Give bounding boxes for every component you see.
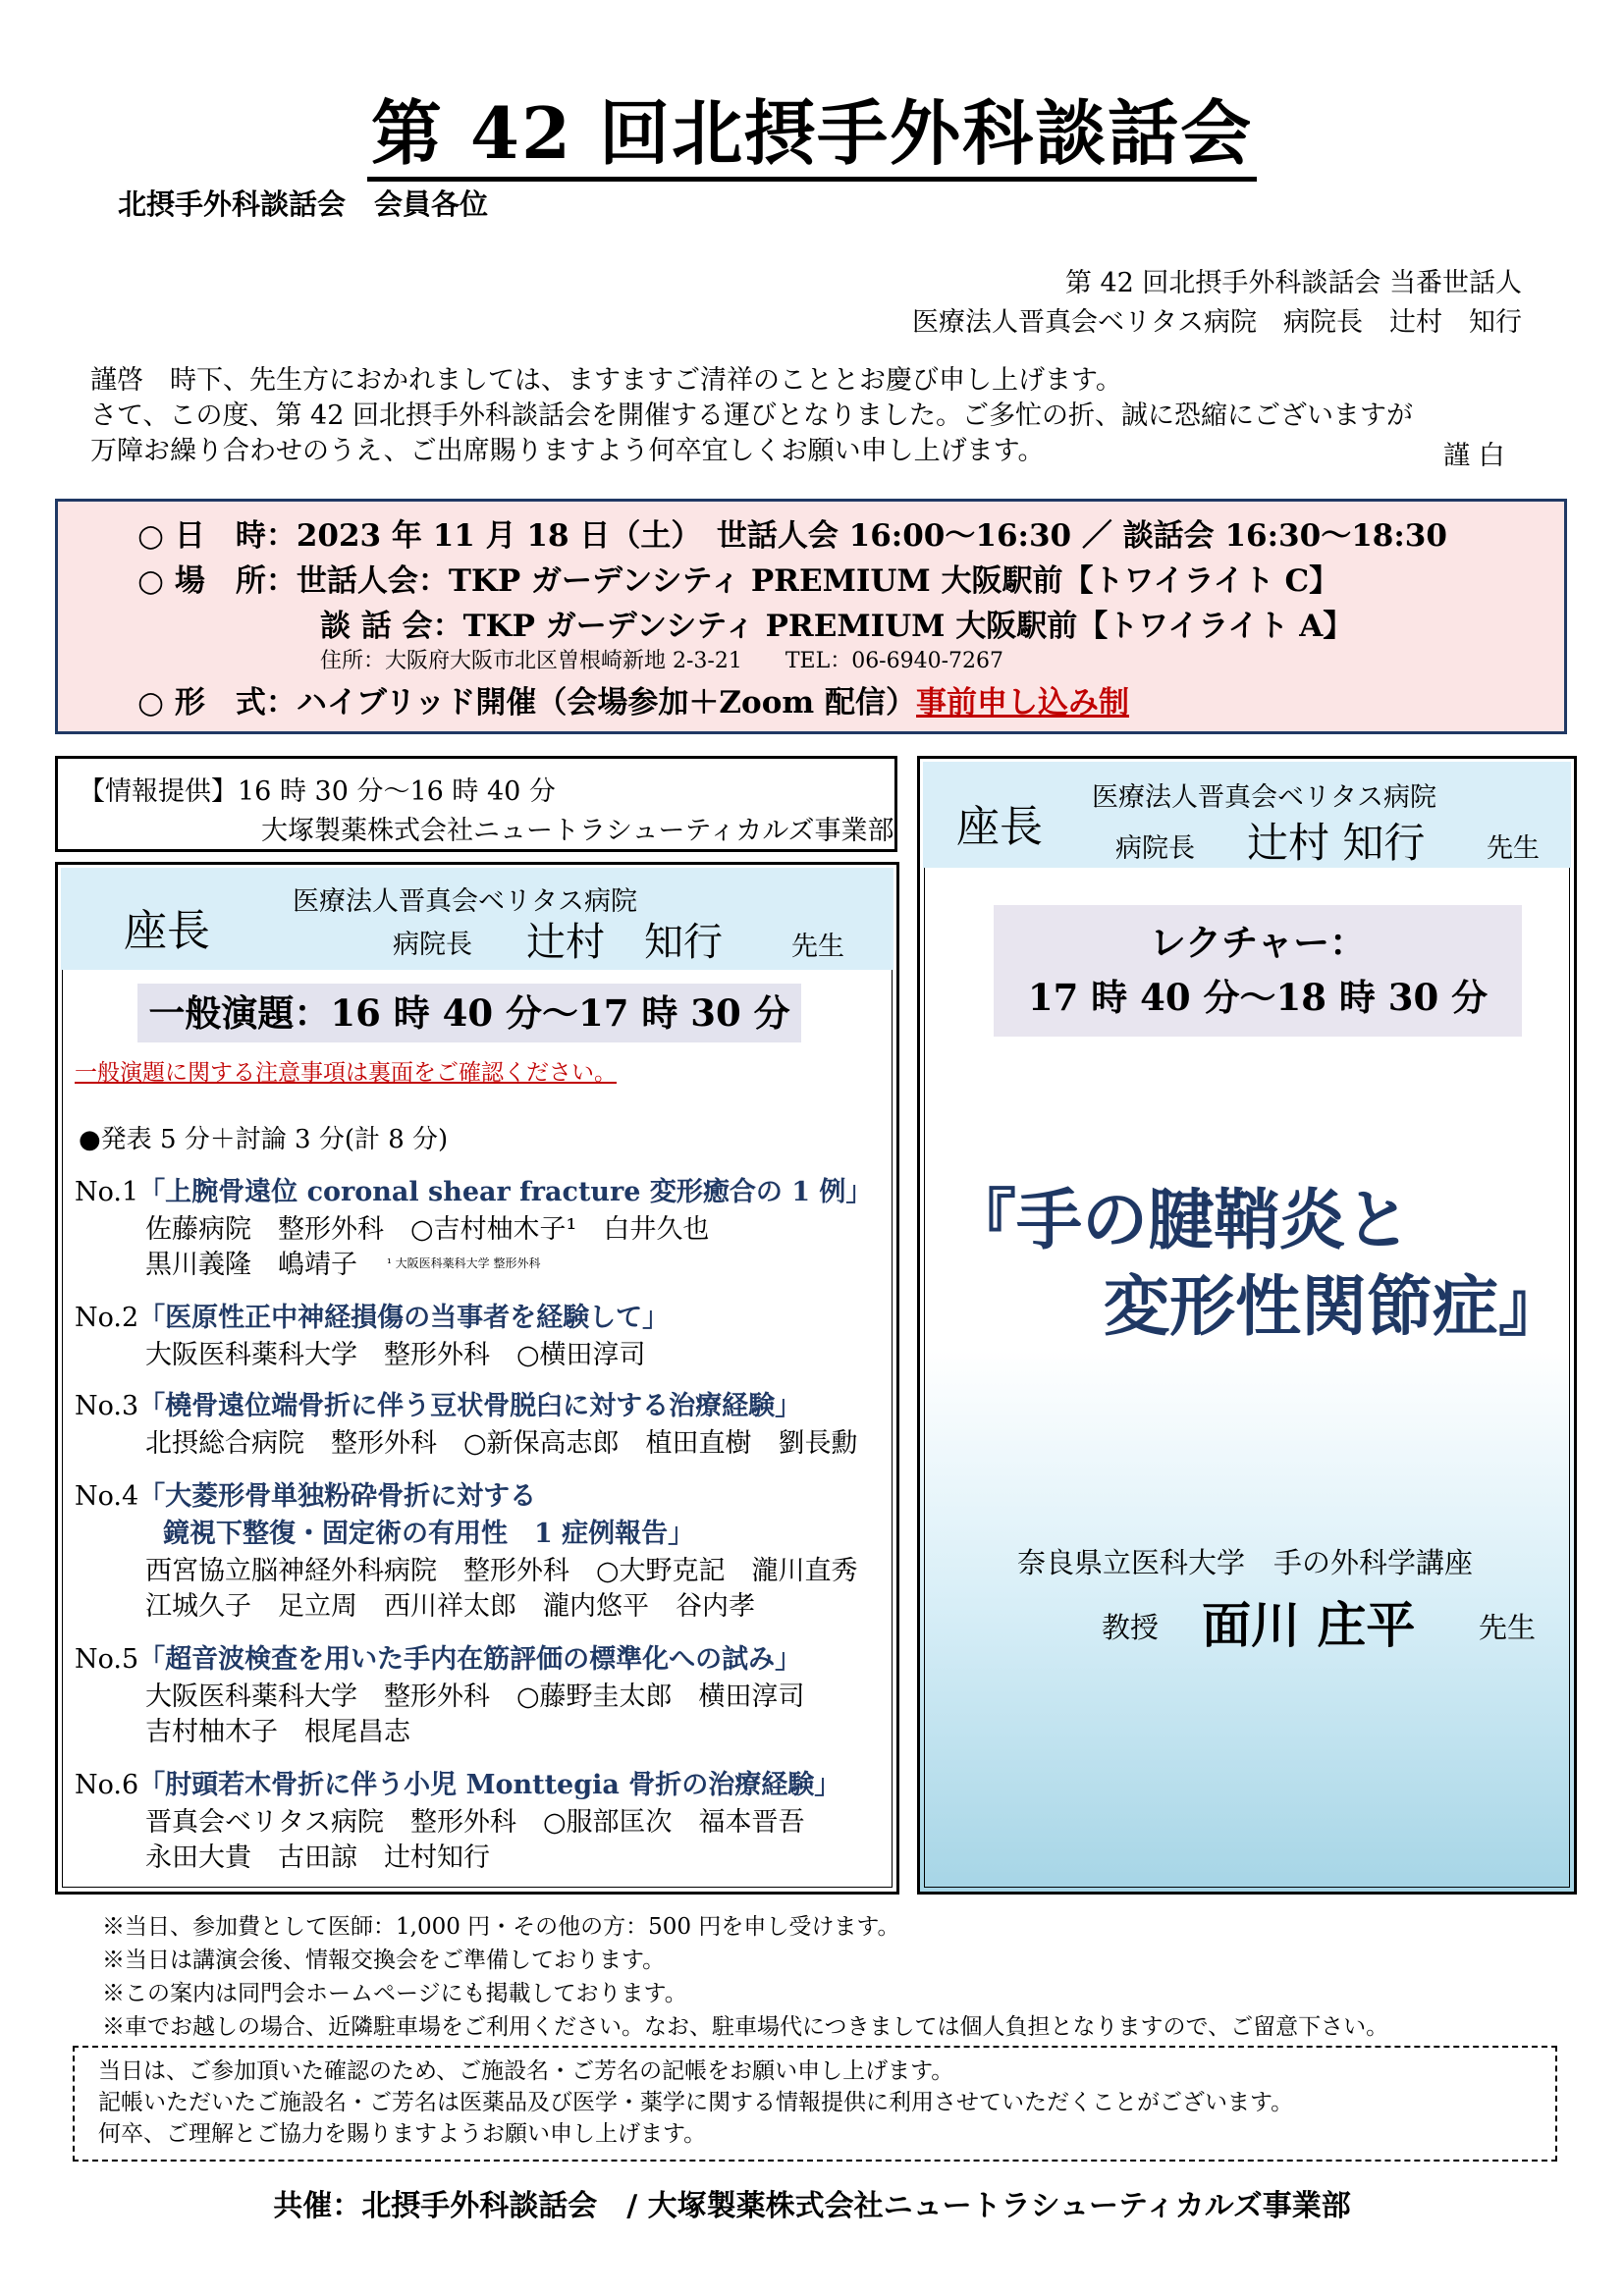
talk-footnote: ¹ 大阪医科薬科大学 整形外科 [387, 1256, 541, 1270]
notice-line: 記帳いただいたご施設名・ご芳名は医薬品及び医学・薬学に関する情報提供に利用させていただくことがございます。 [98, 2090, 1294, 2115]
general-format: ●発表 5 分＋討論 3 分(計 8 分) [79, 1125, 449, 1154]
notice-line: 当日は、ご参加頂いた確認のため、ご施設名・ご芳名の記帳をお願い申し上げます。 [98, 2058, 954, 2084]
greeting-line-1: 謹啓 時下、先生方におかれましては、ますますご清祥のこととお慶び申し上げます。 [90, 365, 1122, 396]
page-title: 第 42 回北摂手外科談話会 [0, 77, 1624, 179]
talk-title: No.6「肘頭若木骨折に伴う小児 Monttegia 骨折の治療経験」 [75, 1770, 841, 1800]
talk-title: No.4「大菱形骨単独粉砕骨折に対する [75, 1481, 537, 1512]
talk-authors: 大阪医科薬科大学 整形外科 ○藤野圭太郎 横田淳司 [145, 1682, 805, 1712]
right-chair-role: 病院長 [1115, 833, 1195, 864]
lecture-label: レクチャー： [1149, 921, 1367, 964]
lecture-title-line-2: 変形性関節症』 [1104, 1267, 1564, 1345]
greeting-line-3: 万障お繰り合わせのうえ、ご出席賜りますよう何卒宜しくお願い申し上げます。 [90, 436, 1045, 466]
talk-number: No.3 [75, 1391, 139, 1421]
left-chair-org: 医療法人晋真会ベリタス病院 [293, 886, 637, 917]
note-line: ※この案内は同門会ホームページにも掲載しております。 [102, 1981, 687, 2006]
cosponsor: 共催：北摂手外科談話会 / 大塚製薬株式会社ニュートラシューティカルズ事業部 [273, 2189, 1351, 2223]
talk-authors: 吉村柚木子 根尾昌志 [145, 1717, 410, 1747]
lecturer-suffix: 先生 [1479, 1611, 1537, 1644]
note-line: ※車でお越しの場合、近隣駐車場をご利用ください。なお、駐車場代につきましては個人負担となりますので、ご留意下さい。 [102, 2014, 1389, 2040]
talk-authors: 佐藤病院 整形外科 ○吉村柚木子¹ 白井久也 [145, 1214, 710, 1245]
talk-number: No.5 [75, 1644, 139, 1675]
lecture-title-line-1: 『手の腱鞘炎と [950, 1181, 1411, 1258]
talk-title: No.3「橈骨遠位端骨折に伴う豆状骨脱臼に対する治療経験」 [75, 1391, 802, 1421]
lecturer-role: 教授 [1102, 1611, 1160, 1644]
sender-line-2: 医療法人晋真会ベリタス病院 病院長 辻村 知行 [912, 307, 1522, 338]
lecture-time: 17 時 40 分～18 時 30 分 [1027, 976, 1489, 1019]
left-chair-suffix: 先生 [791, 932, 844, 962]
info-venue-1: ○ 場 所：世話人会：TKP ガーデンシティ PREMIUM 大阪駅前【トワイライト C】 [137, 563, 1340, 599]
info-provision-company: 大塚製薬株式会社ニュートラシューティカルズ事業部 [261, 816, 894, 846]
talk-title: No.2「医原性正中神経損傷の当事者を経験して」 [75, 1303, 670, 1333]
lecturer-name: 面川 庄平 [1202, 1596, 1416, 1654]
talk-number: No.1 [75, 1177, 139, 1207]
left-chair-label: 座長 [124, 906, 210, 956]
pre-registration-link[interactable]: 事前申し込み制 [916, 685, 1130, 721]
note-line: ※当日は講演会後、情報交換会をご準備しております。 [102, 1948, 666, 1973]
talk-title: No.1「上腕骨遠位 coronal shear fracture 変形癒合の 1 例」 [75, 1177, 873, 1207]
talk-number: No.4 [75, 1481, 139, 1512]
talk-number: No.6 [75, 1770, 139, 1800]
notice-line: 何卒、ご理解とご協力を賜りますようお願い申し上げます。 [98, 2121, 707, 2147]
info-provision-time: 【情報提供】16 時 30 分～16 時 40 分 [79, 776, 556, 807]
greeting-line-2: さて、この度、第 42 回北摂手外科談話会を開催する運びとなりました。ご多忙の折、誠に恐縮にございますが [90, 400, 1413, 431]
general-note: 一般演題に関する注意事項は裏面をご確認ください。 [75, 1060, 617, 1086]
talk-title-line-2: 鏡視下整復・固定術の有用性 1 症例報告」 [163, 1519, 695, 1549]
left-chair-name: 辻村 知行 [526, 920, 723, 965]
talk-authors: 晋真会ベリタス病院 整形外科 ○服部匡次 福本晋吾 [145, 1807, 805, 1838]
closing: 謹 白 [1443, 441, 1505, 471]
sender-line-1: 第 42 回北摂手外科談話会 当番世話人 [1064, 268, 1522, 298]
talk-authors: 大阪医科薬科大学 整形外科 ○横田淳司 [145, 1340, 646, 1370]
right-chair-label: 座長 [956, 802, 1043, 852]
info-address: 住所：大阪府大阪市北区曽根崎新地 2-3-21 TEL：06-6940-7267 [320, 649, 1004, 673]
lecture-time-box [994, 905, 1522, 1037]
left-chair-role: 病院長 [393, 930, 472, 960]
talk-authors: 西宮協立脳神経外科病院 整形外科 ○大野克記 瀧川直秀 [145, 1556, 858, 1586]
right-chair-org: 医療法人晋真会ベリタス病院 [1092, 782, 1436, 813]
general-session-heading: 一般演題：16 時 40 分～17 時 30 分 [137, 984, 801, 1042]
note-line: ※当日、参加費として医師：1,000 円・その他の方：500 円を申し受けます。 [102, 1914, 900, 1940]
info-date: ○ 日 時：2023 年 11 月 18 日（土） 世話人会 16:00～16:30 ／ 談話会 16:30～18:30 [137, 518, 1447, 554]
talk-authors: 黒川義隆 嶋靖子 [145, 1250, 357, 1280]
talk-authors: 北摂総合病院 整形外科 ○新保高志郎 植田直樹 劉長勳 [145, 1428, 858, 1459]
info-venue-2: 談 話 会：TKP ガーデンシティ PREMIUM 大阪駅前【トワイライト A】 [320, 609, 1354, 644]
info-format [137, 677, 1129, 721]
info-format-text: ○ 形 式：ハイブリッド開催（会場参加＋Zoom 配信） [137, 685, 917, 721]
talk-authors: 江城久子 足立周 西川祥太郎 瀧内悠平 谷内孝 [145, 1591, 755, 1622]
talk-authors: 永田大貴 古田諒 辻村知行 [145, 1842, 490, 1873]
right-chair-suffix: 先生 [1487, 833, 1540, 864]
talk-number: No.2 [75, 1303, 139, 1333]
talk-title: No.5「超音波検査を用いた手内在筋評価の標準化への試み」 [75, 1644, 802, 1675]
salutation: 北摂手外科談話会 会員各位 [118, 187, 489, 221]
lecturer-affiliation: 奈良県立医科大学 手の外科学講座 [1017, 1546, 1474, 1579]
registration-notice-box [73, 2046, 1557, 2162]
right-chair-name: 辻村 知行 [1247, 819, 1426, 867]
